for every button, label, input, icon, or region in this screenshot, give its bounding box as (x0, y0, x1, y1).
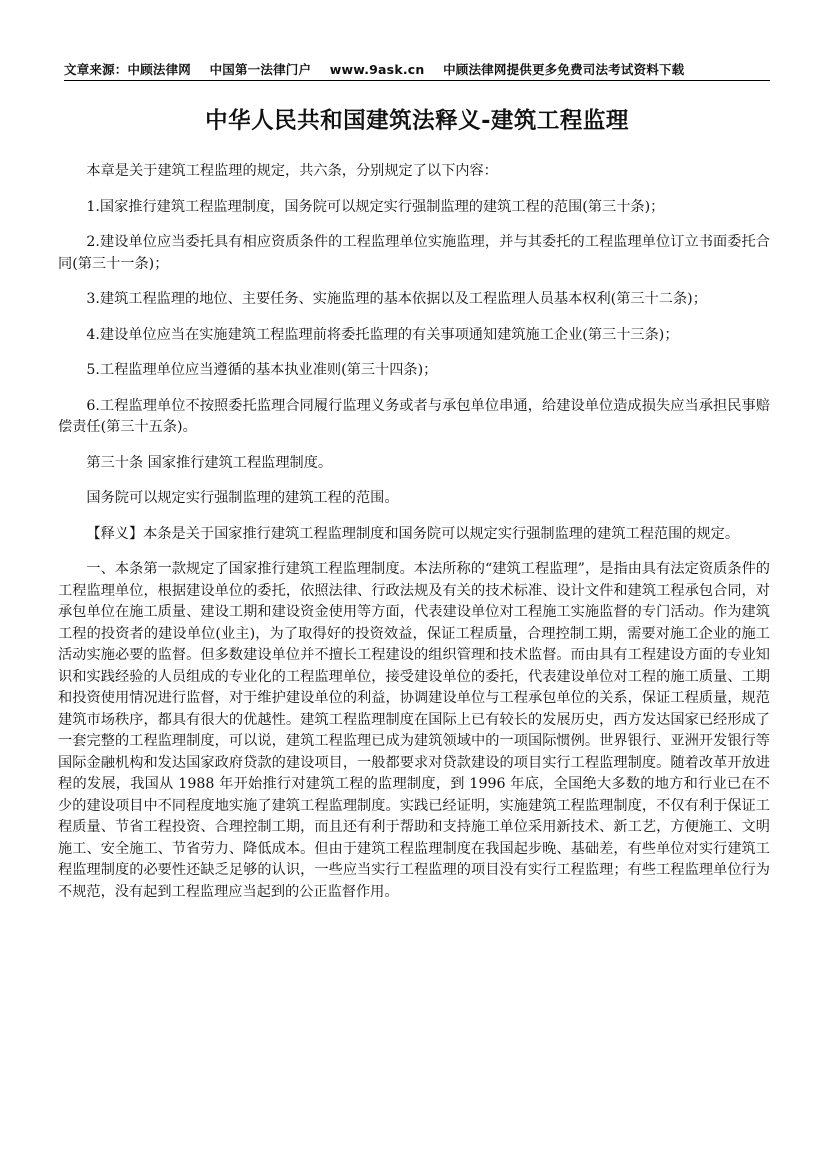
paragraph-item-3: 3.建筑工程监理的地位、主要任务、实施监理的基本依据以及工程监理人员基本权利(第三十二条)； (86, 291, 707, 307)
paragraph-item-6: 6.工程监理单位不按照委托监理合同履行监理义务或者与承包单位串通，给建设单位造成损失应当承担民事赔偿责任(第三十五条)。 (58, 397, 770, 435)
header-url: www.9ask.cn (329, 62, 425, 77)
article-30-heading: 第三十条 国家推行建筑工程监理制度。 (86, 454, 333, 471)
paragraph-item-5: 5.工程监理单位应当遵循的基本执业准则(第三十四条)； (86, 362, 438, 378)
document-title: 中华人民共和国建筑法释义-建筑工程监理 (205, 108, 629, 134)
paragraph-item-1: 1.国家推行建筑工程监理制度，国务院可以规定实行强制监理的建筑工程的范围(第三十条)； (86, 198, 665, 215)
interpretation-intro: 【释义】本条是关于国家推行建筑工程监理制度和国务院可以规定实行强制监理的建筑工程范围的规定。 (86, 525, 740, 542)
header-portal: 中国第一法律门户 (209, 62, 312, 77)
paragraph-item-4: 4.建设单位应当在实施建筑工程监理前将委托监理的有关事项通知建筑施工企业(第三十三条)； (86, 326, 679, 343)
paragraph-item-2: 2.建设单位应当委托具有相应资质条件的工程监理单位实施监理，并与其委托的工程监理单位订立书面委托合同(第三十一条)； (58, 234, 770, 272)
page-header (64, 60, 770, 78)
interpretation-body: 一、本条第一款规定了国家推行建筑工程监理制度。本法所称的“建筑工程监理”，是指由具有法定资质条件的工程监理单位，根据建设单位的委托，依照法律、行政法规及有关的技术标准、设计文件和建筑工程承包合同，对承包单位在施工质量、建设工期和建设资金使用等方面，代表建设单位对工程施工实施监督的专门活动。作为建筑工程的投资者的建设单位(业主)，为了取得好的投资效益，保证工程质量，合理控制工期，需要对施工企业的施工活动实施必要的监督。但多数建设单位并不擅长工程建设的组织管理和技术监督。而由具有工程建设方面的专业知识和实践经验的人员组成的专业化的工程监理单位，接受建设单位的委托，代表建设单位对工程的施工质量、工期和投资使用情况进行监督，对于维护建设单位的利益，协调建设单位与工程承包单位的关系，保证工程质量，规范建筑市场秩序，都具有很大的优越性。建筑工程监理制度在国际上已有较长的发展历史，西方发达国家已经形成了一套完整的工程监理制度，可以说，建筑工程监理已成为建筑领域中的一项国际惯例。世界银行、亚洲开发银行等国际金融机构和发达国家政府贷款的建设项目，一般都要求对贷款建设的项目实行工程监理制度。随着改革开放进程的发展，我国从 1988 年开始推行对建筑工程的监理制度，到 1996 年底，全国绝大多数的地方和行业已在不少的建设项目中不同程度地实施了建筑工程监理制度。实践已经证明，实施建筑工程监理制度，不仅有利于保证工程质量、节省工程投资、合理控制工期，而且还有利于帮助和支持施工单位采用新技术、新工艺，方便施工、文明施工、安全施工、节省劳力、降低成本。但由于建筑工程监理制度在我国起步晚、基础差，有些单位对实行建筑工程监理制度的必要性还缺乏足够的认识，一些应当实行工程监理的项目没有实行工程监理；有些工程监理单位行为不规范，没有起到工程监理应当起到的公正监督作用。 (58, 561, 770, 900)
paragraph-intro: 本章是关于建筑工程监理的规定，共六条，分别规定了以下内容： (86, 163, 498, 179)
header-source: 文章来源：中顾法律网 (64, 62, 192, 77)
document-body (58, 161, 770, 917)
header-slogan: 中顾法律网提供更多免费司法考试资料下载 (443, 62, 685, 77)
header-divider (64, 80, 770, 81)
article-30-clause: 国务院可以规定实行强制监理的建筑工程的范围。 (86, 490, 399, 506)
